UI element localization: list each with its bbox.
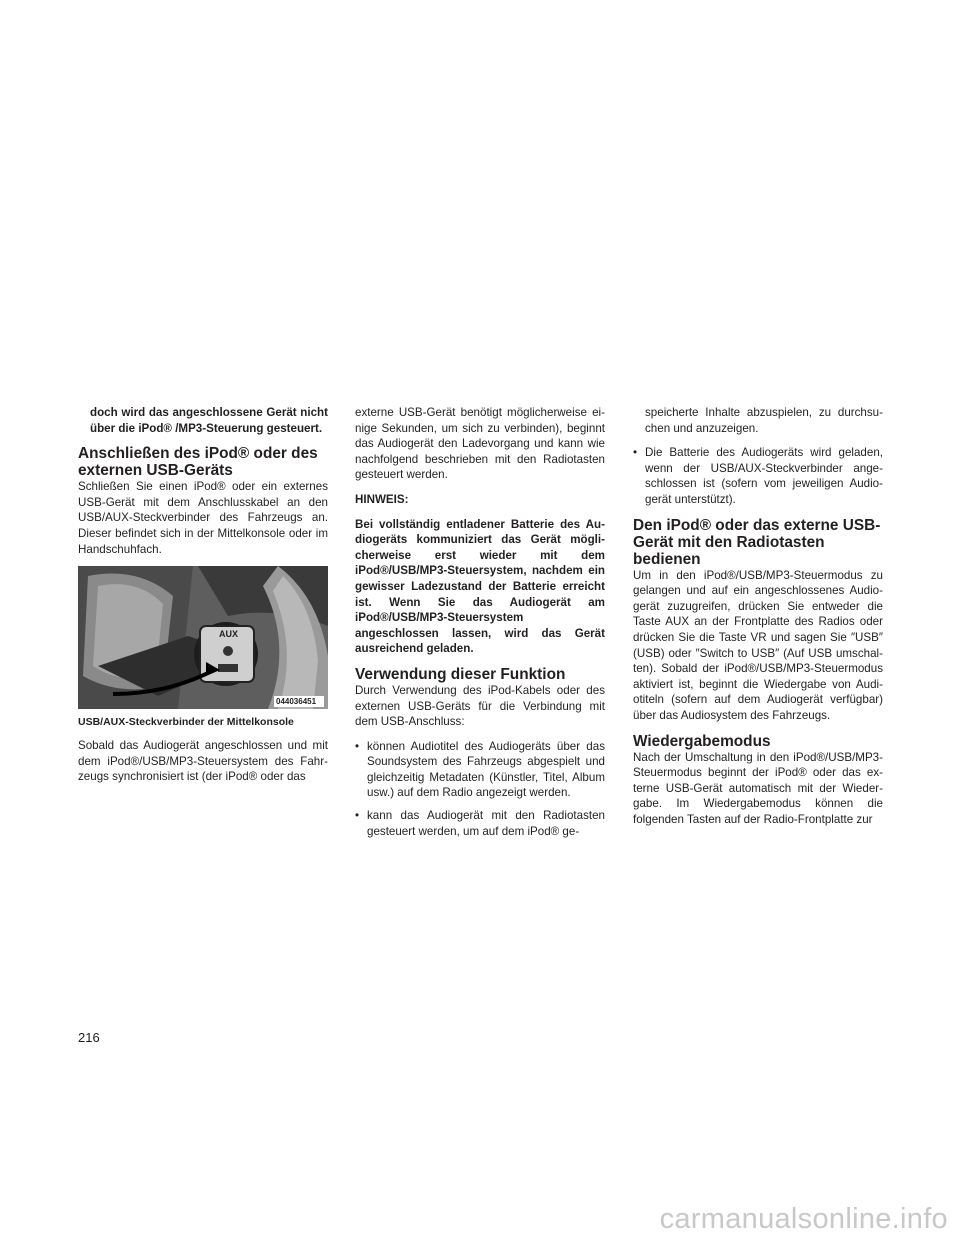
paragraph-sync: Sobald das Audiogerät angeschlossen und mit dem iPod®/USB/MP3-Steuersystem des Fahrzeugs synchronisiert ist (der iPod® oder das [78, 739, 328, 784]
paragraph-connect-instructions: Schließen Sie einen iPod® oder ein externes USB-Gerät mit dem Anschlusskabel an den USB/AUX-Steckverbinder des Fahrzeugs an. Dieser befindet sich in der Mittelkonsole oder im Handschuhfach. [78, 480, 328, 556]
console-photo [78, 566, 328, 709]
watermark: carmanualsonline.info [659, 1203, 948, 1235]
heading-connect-ipod: Anschließen des iPod® oder des externen USB-Geräts [78, 445, 318, 480]
list-item: • können Audiotitel des Audiogeräts über das Soundsystem des Fahrzeugs abgespielt und gleichzeitig Metadaten (Künstler, Titel, Album usw.) auf dem Radio angezeigt werden. [355, 739, 605, 800]
note-text: Bei vollständig entladener Batterie des Audiogeräts kommuniziert das Gerät möglicherweise erst wieder mit dem iPod®/USB/MP3-Steuersystem, nachdem ein gewisser Ladezustand der Batterie erreicht ist. Wenn Sie das Audiogerät am iPod®/USB/MP3-Steuersystem angeschlossen lassen, wird das Gerät ausreichend geladen. [355, 517, 605, 656]
list-item: • Die Batterie des Audiogeräts wird geladen, wenn der USB/AUX-Steckverbinder angeschlossen ist (sofern vom jeweiligen Audiogerät unterstützt). [633, 446, 883, 506]
column-right [633, 405, 883, 827]
list-item: • kann das Audiogerät mit den Radiotasten gesteuert werden, um auf dem iPod® ge- [355, 809, 605, 838]
console-usb-aux-figure [78, 566, 328, 709]
page-number: 216 [78, 1030, 100, 1045]
bullet-text: kann das Audiogerät mit den Radiotasten gesteuert werden, um auf dem iPod® ge- [367, 809, 605, 838]
aux-label: AUX [219, 629, 239, 640]
charging-bullet-list [633, 445, 883, 507]
paragraph-playback-mode: Nach der Umschaltung in den iPod®/USB/MP3-Steuermodus beginnt der iPod® oder das externe USB-Gerät automatisch mit der Wiedergabe. Im Wiedergabemodus können die folgenden Tasten auf der Radio-Frontplatte zur [633, 750, 883, 826]
usage-bullet-list [355, 739, 605, 840]
heading-usage: Verwendung dieser Funktion [355, 665, 566, 683]
heading-radio-control: Den iPod® oder das externe USB-Gerät mit den Radiotasten bedienen [633, 516, 881, 568]
bullet-continuation: speicherte Inhalte abzuspielen, zu durchsuchen und anzuzeigen. [645, 406, 883, 435]
column-left [78, 405, 328, 785]
paragraph-radio-control: Um in den iPod®/USB/MP3-Steuermodus zu gelangen und auf ein angeschlossenes Audiogerät zuzugreifen, drücken Sie entweder die Taste AUX an der Frontplatte des Radios oder drücken Sie die Taste VR und sagen Sie ″USB″ (USB) oder ″Switch to USB″ (Auf USB umschalten). Sobald der iPod®/USB/MP3-Steuermodus aktiviert ist, beginnt die Wiedergabe von Audiotiteln (sofern auf dem Audiogerät verfügbar) über das Audiosystem des Fahrzeugs. [633, 568, 883, 722]
intro-warning-text: doch wird das angeschlossene Gerät nicht über die iPod® /MP3-Steuerung gesteuert. [90, 406, 328, 435]
figure-caption: USB/AUX-Steckverbinder der Mittelkonsole [78, 716, 294, 729]
paragraph-charging: externe USB-Gerät benötigt möglicherweise einige Sekunden, um sich zu verbinden), beginnt das Audiogerät den Ladevorgang und kann wie nachfolgend beschrieben mit den Radiotasten gesteuert werden. [355, 406, 605, 482]
bullet-text: Die Batterie des Audiogeräts wird geladen, wenn der USB/AUX-Steckverbinder angeschlossen ist (sofern vom jeweiligen Audiogerät unterstützt). [645, 446, 883, 506]
paragraph-usage-intro: Durch Verwendung des iPod-Kabels oder des externen USB-Geräts für die Verbindung mit dem USB-Anschluss: [355, 683, 605, 729]
heading-playback-mode: Wiedergabemodus [633, 732, 771, 750]
note-label: HINWEIS: [355, 492, 409, 506]
bullet-text: können Audiotitel des Audiogeräts über das Soundsystem des Fahrzeugs abgespielt und gleichzeitig Metadaten (Künstler, Titel, Album usw.) auf dem Radio angezeigt werden. [367, 739, 605, 800]
figure-code: 044036451 [276, 697, 317, 707]
column-middle [355, 405, 605, 839]
